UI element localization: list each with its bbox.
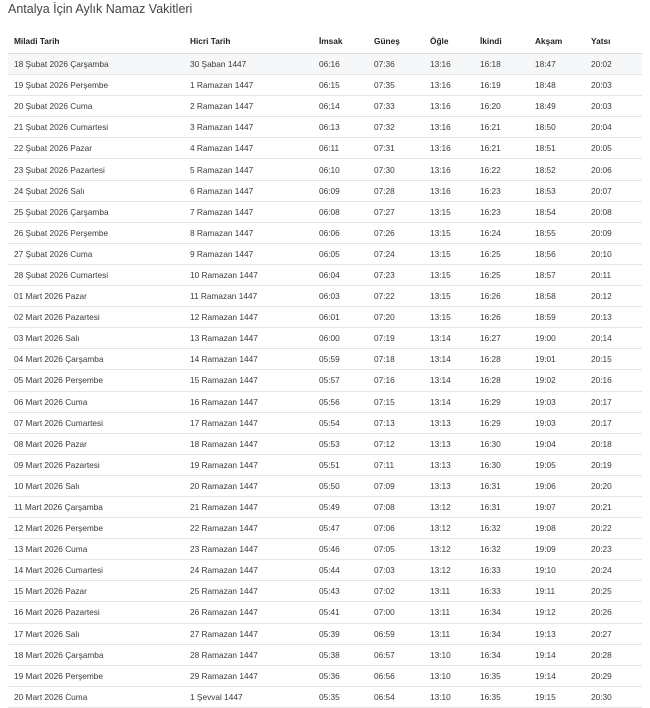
miladi-tarih-cell: 13 Mart 2026 Cuma xyxy=(8,539,184,560)
yatsi-cell: 20:21 xyxy=(585,496,642,517)
table-row xyxy=(8,644,642,665)
imsak-cell: 05:54 xyxy=(313,412,368,433)
aksam-cell: 19:08 xyxy=(529,518,585,539)
hicri-tarih-cell: 4 Ramazan 1447 xyxy=(184,138,313,159)
hicri-tarih-cell: 29 Ramazan 1447 xyxy=(184,665,313,686)
ikindi-cell: 16:27 xyxy=(474,328,529,349)
gunes-cell: 07:22 xyxy=(368,286,424,307)
ogle-cell: 13:12 xyxy=(424,560,474,581)
ogle-cell: 13:16 xyxy=(424,54,474,75)
hicri-tarih-cell: 30 Şaban 1447 xyxy=(184,54,313,75)
imsak-cell: 05:51 xyxy=(313,454,368,475)
ogle-cell: 13:16 xyxy=(424,117,474,138)
miladi-tarih-cell: 08 Mart 2026 Pazar xyxy=(8,433,184,454)
ogle-cell: 13:15 xyxy=(424,307,474,328)
header-yatsi: Yatsı xyxy=(585,29,642,54)
header-gunes: Güneş xyxy=(368,29,424,54)
miladi-tarih-cell: 05 Mart 2026 Perşembe xyxy=(8,370,184,391)
table-row xyxy=(8,665,642,686)
imsak-cell: 05:44 xyxy=(313,560,368,581)
prayer-times-table xyxy=(8,29,642,708)
ikindi-cell: 16:33 xyxy=(474,581,529,602)
ikindi-cell: 16:28 xyxy=(474,370,529,391)
ogle-cell: 13:12 xyxy=(424,539,474,560)
table-body xyxy=(8,54,642,708)
hicri-tarih-cell: 3 Ramazan 1447 xyxy=(184,117,313,138)
yatsi-cell: 20:03 xyxy=(585,96,642,117)
yatsi-cell: 20:27 xyxy=(585,623,642,644)
table-row xyxy=(8,370,642,391)
aksam-cell: 19:01 xyxy=(529,349,585,370)
gunes-cell: 07:30 xyxy=(368,159,424,180)
hicri-tarih-cell: 15 Ramazan 1447 xyxy=(184,370,313,391)
ogle-cell: 13:11 xyxy=(424,623,474,644)
gunes-cell: 07:13 xyxy=(368,412,424,433)
imsak-cell: 05:53 xyxy=(313,433,368,454)
imsak-cell: 05:41 xyxy=(313,602,368,623)
ogle-cell: 13:13 xyxy=(424,433,474,454)
hicri-tarih-cell: 8 Ramazan 1447 xyxy=(184,222,313,243)
hicri-tarih-cell: 27 Ramazan 1447 xyxy=(184,623,313,644)
gunes-cell: 07:27 xyxy=(368,201,424,222)
gunes-cell: 07:35 xyxy=(368,75,424,96)
gunes-cell: 07:26 xyxy=(368,222,424,243)
yatsi-cell: 20:11 xyxy=(585,264,642,285)
ogle-cell: 13:15 xyxy=(424,286,474,307)
miladi-tarih-cell: 24 Şubat 2026 Salı xyxy=(8,180,184,201)
table-row xyxy=(8,623,642,644)
ikindi-cell: 16:35 xyxy=(474,686,529,707)
imsak-cell: 06:13 xyxy=(313,117,368,138)
aksam-cell: 18:50 xyxy=(529,117,585,138)
hicri-tarih-cell: 19 Ramazan 1447 xyxy=(184,454,313,475)
yatsi-cell: 20:26 xyxy=(585,602,642,623)
header-ikindi: İkindi xyxy=(474,29,529,54)
ikindi-cell: 16:22 xyxy=(474,159,529,180)
miladi-tarih-cell: 19 Mart 2026 Perşembe xyxy=(8,665,184,686)
ikindi-cell: 16:28 xyxy=(474,349,529,370)
gunes-cell: 07:31 xyxy=(368,138,424,159)
imsak-cell: 05:57 xyxy=(313,370,368,391)
yatsi-cell: 20:19 xyxy=(585,454,642,475)
gunes-cell: 07:03 xyxy=(368,560,424,581)
imsak-cell: 05:43 xyxy=(313,581,368,602)
ikindi-cell: 16:35 xyxy=(474,665,529,686)
miladi-tarih-cell: 03 Mart 2026 Salı xyxy=(8,328,184,349)
hicri-tarih-cell: 17 Ramazan 1447 xyxy=(184,412,313,433)
table-row xyxy=(8,475,642,496)
aksam-cell: 19:04 xyxy=(529,433,585,454)
table-header-row xyxy=(8,29,642,54)
ogle-cell: 13:15 xyxy=(424,264,474,285)
hicri-tarih-cell: 22 Ramazan 1447 xyxy=(184,518,313,539)
miladi-tarih-cell: 17 Mart 2026 Salı xyxy=(8,623,184,644)
aksam-cell: 18:51 xyxy=(529,138,585,159)
ikindi-cell: 16:31 xyxy=(474,475,529,496)
miladi-tarih-cell: 23 Şubat 2026 Pazartesi xyxy=(8,159,184,180)
miladi-tarih-cell: 19 Şubat 2026 Perşembe xyxy=(8,75,184,96)
imsak-cell: 05:56 xyxy=(313,391,368,412)
yatsi-cell: 20:24 xyxy=(585,560,642,581)
imsak-cell: 05:50 xyxy=(313,475,368,496)
ogle-cell: 13:13 xyxy=(424,412,474,433)
gunes-cell: 07:24 xyxy=(368,243,424,264)
yatsi-cell: 20:22 xyxy=(585,518,642,539)
hicri-tarih-cell: 24 Ramazan 1447 xyxy=(184,560,313,581)
ogle-cell: 13:16 xyxy=(424,138,474,159)
ikindi-cell: 16:34 xyxy=(474,644,529,665)
imsak-cell: 06:03 xyxy=(313,286,368,307)
table-row xyxy=(8,75,642,96)
gunes-cell: 06:56 xyxy=(368,665,424,686)
ikindi-cell: 16:31 xyxy=(474,496,529,517)
aksam-cell: 18:55 xyxy=(529,222,585,243)
gunes-cell: 07:12 xyxy=(368,433,424,454)
yatsi-cell: 20:20 xyxy=(585,475,642,496)
yatsi-cell: 20:18 xyxy=(585,433,642,454)
yatsi-cell: 20:13 xyxy=(585,307,642,328)
table-row xyxy=(8,307,642,328)
aksam-cell: 18:57 xyxy=(529,264,585,285)
ogle-cell: 13:13 xyxy=(424,454,474,475)
aksam-cell: 18:54 xyxy=(529,201,585,222)
imsak-cell: 06:00 xyxy=(313,328,368,349)
hicri-tarih-cell: 2 Ramazan 1447 xyxy=(184,96,313,117)
gunes-cell: 07:16 xyxy=(368,370,424,391)
imsak-cell: 06:09 xyxy=(313,180,368,201)
table-row xyxy=(8,117,642,138)
gunes-cell: 07:19 xyxy=(368,328,424,349)
miladi-tarih-cell: 14 Mart 2026 Cumartesi xyxy=(8,560,184,581)
miladi-tarih-cell: 02 Mart 2026 Pazartesi xyxy=(8,307,184,328)
hicri-tarih-cell: 25 Ramazan 1447 xyxy=(184,581,313,602)
aksam-cell: 18:58 xyxy=(529,286,585,307)
miladi-tarih-cell: 21 Şubat 2026 Cumartesi xyxy=(8,117,184,138)
imsak-cell: 05:46 xyxy=(313,539,368,560)
imsak-cell: 05:49 xyxy=(313,496,368,517)
gunes-cell: 06:54 xyxy=(368,686,424,707)
gunes-cell: 07:11 xyxy=(368,454,424,475)
hicri-tarih-cell: 7 Ramazan 1447 xyxy=(184,201,313,222)
page-title: Antalya İçin Aylık Namaz Vakitleri xyxy=(8,2,193,16)
imsak-cell: 05:35 xyxy=(313,686,368,707)
hicri-tarih-cell: 6 Ramazan 1447 xyxy=(184,180,313,201)
yatsi-cell: 20:17 xyxy=(585,412,642,433)
ikindi-cell: 16:30 xyxy=(474,433,529,454)
table-row xyxy=(8,581,642,602)
aksam-cell: 18:47 xyxy=(529,54,585,75)
miladi-tarih-cell: 18 Mart 2026 Çarşamba xyxy=(8,644,184,665)
ogle-cell: 13:10 xyxy=(424,644,474,665)
gunes-cell: 07:05 xyxy=(368,539,424,560)
header-aksam: Akşam xyxy=(529,29,585,54)
aksam-cell: 19:13 xyxy=(529,623,585,644)
ogle-cell: 13:11 xyxy=(424,581,474,602)
aksam-cell: 19:03 xyxy=(529,412,585,433)
gunes-cell: 07:18 xyxy=(368,349,424,370)
table-row xyxy=(8,560,642,581)
gunes-cell: 07:28 xyxy=(368,180,424,201)
imsak-cell: 05:59 xyxy=(313,349,368,370)
aksam-cell: 19:11 xyxy=(529,581,585,602)
miladi-tarih-cell: 28 Şubat 2026 Cumartesi xyxy=(8,264,184,285)
yatsi-cell: 20:29 xyxy=(585,665,642,686)
ikindi-cell: 16:32 xyxy=(474,518,529,539)
ikindi-cell: 16:18 xyxy=(474,54,529,75)
yatsi-cell: 20:04 xyxy=(585,117,642,138)
ikindi-cell: 16:30 xyxy=(474,454,529,475)
miladi-tarih-cell: 20 Şubat 2026 Cuma xyxy=(8,96,184,117)
imsak-cell: 06:06 xyxy=(313,222,368,243)
aksam-cell: 19:10 xyxy=(529,560,585,581)
ikindi-cell: 16:24 xyxy=(474,222,529,243)
table-row xyxy=(8,286,642,307)
aksam-cell: 18:49 xyxy=(529,96,585,117)
gunes-cell: 07:08 xyxy=(368,496,424,517)
ikindi-cell: 16:25 xyxy=(474,243,529,264)
table-row xyxy=(8,180,642,201)
table-row xyxy=(8,159,642,180)
hicri-tarih-cell: 13 Ramazan 1447 xyxy=(184,328,313,349)
yatsi-cell: 20:09 xyxy=(585,222,642,243)
hicri-tarih-cell: 18 Ramazan 1447 xyxy=(184,433,313,454)
table-row xyxy=(8,328,642,349)
miladi-tarih-cell: 11 Mart 2026 Çarşamba xyxy=(8,496,184,517)
table-row xyxy=(8,391,642,412)
aksam-cell: 19:15 xyxy=(529,686,585,707)
ogle-cell: 13:12 xyxy=(424,518,474,539)
miladi-tarih-cell: 07 Mart 2026 Cumartesi xyxy=(8,412,184,433)
miladi-tarih-cell: 25 Şubat 2026 Çarşamba xyxy=(8,201,184,222)
imsak-cell: 05:36 xyxy=(313,665,368,686)
gunes-cell: 07:15 xyxy=(368,391,424,412)
ikindi-cell: 16:26 xyxy=(474,286,529,307)
ikindi-cell: 16:21 xyxy=(474,117,529,138)
yatsi-cell: 20:05 xyxy=(585,138,642,159)
ogle-cell: 13:15 xyxy=(424,243,474,264)
table-row xyxy=(8,496,642,517)
ogle-cell: 13:14 xyxy=(424,328,474,349)
table-row xyxy=(8,96,642,117)
ogle-cell: 13:14 xyxy=(424,391,474,412)
table-row xyxy=(8,518,642,539)
aksam-cell: 19:07 xyxy=(529,496,585,517)
ikindi-cell: 16:26 xyxy=(474,307,529,328)
ogle-cell: 13:15 xyxy=(424,201,474,222)
ogle-cell: 13:12 xyxy=(424,496,474,517)
hicri-tarih-cell: 20 Ramazan 1447 xyxy=(184,475,313,496)
hicri-tarih-cell: 1 Şevval 1447 xyxy=(184,686,313,707)
aksam-cell: 19:09 xyxy=(529,539,585,560)
miladi-tarih-cell: 06 Mart 2026 Cuma xyxy=(8,391,184,412)
header-imsak: İmsak xyxy=(313,29,368,54)
table-row xyxy=(8,222,642,243)
aksam-cell: 18:59 xyxy=(529,307,585,328)
hicri-tarih-cell: 9 Ramazan 1447 xyxy=(184,243,313,264)
miladi-tarih-cell: 16 Mart 2026 Pazartesi xyxy=(8,602,184,623)
gunes-cell: 07:02 xyxy=(368,581,424,602)
ikindi-cell: 16:34 xyxy=(474,602,529,623)
hicri-tarih-cell: 10 Ramazan 1447 xyxy=(184,264,313,285)
imsak-cell: 06:14 xyxy=(313,96,368,117)
yatsi-cell: 20:10 xyxy=(585,243,642,264)
ogle-cell: 13:16 xyxy=(424,75,474,96)
table-row xyxy=(8,686,642,707)
imsak-cell: 06:04 xyxy=(313,264,368,285)
yatsi-cell: 20:08 xyxy=(585,201,642,222)
imsak-cell: 06:15 xyxy=(313,75,368,96)
ikindi-cell: 16:23 xyxy=(474,180,529,201)
yatsi-cell: 20:15 xyxy=(585,349,642,370)
gunes-cell: 07:20 xyxy=(368,307,424,328)
hicri-tarih-cell: 12 Ramazan 1447 xyxy=(184,307,313,328)
gunes-cell: 07:33 xyxy=(368,96,424,117)
gunes-cell: 07:32 xyxy=(368,117,424,138)
imsak-cell: 05:47 xyxy=(313,518,368,539)
ikindi-cell: 16:19 xyxy=(474,75,529,96)
gunes-cell: 07:09 xyxy=(368,475,424,496)
imsak-cell: 06:11 xyxy=(313,138,368,159)
imsak-cell: 06:10 xyxy=(313,159,368,180)
miladi-tarih-cell: 18 Şubat 2026 Çarşamba xyxy=(8,54,184,75)
yatsi-cell: 20:06 xyxy=(585,159,642,180)
miladi-tarih-cell: 15 Mart 2026 Pazar xyxy=(8,581,184,602)
yatsi-cell: 20:17 xyxy=(585,391,642,412)
ikindi-cell: 16:21 xyxy=(474,138,529,159)
hicri-tarih-cell: 14 Ramazan 1447 xyxy=(184,349,313,370)
ogle-cell: 13:16 xyxy=(424,159,474,180)
yatsi-cell: 20:28 xyxy=(585,644,642,665)
table-row xyxy=(8,602,642,623)
aksam-cell: 19:12 xyxy=(529,602,585,623)
ikindi-cell: 16:23 xyxy=(474,201,529,222)
hicri-tarih-cell: 1 Ramazan 1447 xyxy=(184,75,313,96)
ikindi-cell: 16:20 xyxy=(474,96,529,117)
miladi-tarih-cell: 20 Mart 2026 Cuma xyxy=(8,686,184,707)
hicri-tarih-cell: 23 Ramazan 1447 xyxy=(184,539,313,560)
gunes-cell: 07:23 xyxy=(368,264,424,285)
yatsi-cell: 20:23 xyxy=(585,539,642,560)
yatsi-cell: 20:12 xyxy=(585,286,642,307)
miladi-tarih-cell: 09 Mart 2026 Pazartesi xyxy=(8,454,184,475)
ogle-cell: 13:14 xyxy=(424,349,474,370)
table-row xyxy=(8,264,642,285)
miladi-tarih-cell: 22 Şubat 2026 Pazar xyxy=(8,138,184,159)
yatsi-cell: 20:30 xyxy=(585,686,642,707)
hicri-tarih-cell: 5 Ramazan 1447 xyxy=(184,159,313,180)
miladi-tarih-cell: 10 Mart 2026 Salı xyxy=(8,475,184,496)
aksam-cell: 19:06 xyxy=(529,475,585,496)
miladi-tarih-cell: 27 Şubat 2026 Cuma xyxy=(8,243,184,264)
gunes-cell: 07:06 xyxy=(368,518,424,539)
miladi-tarih-cell: 26 Şubat 2026 Perşembe xyxy=(8,222,184,243)
aksam-cell: 18:53 xyxy=(529,180,585,201)
miladi-tarih-cell: 12 Mart 2026 Perşembe xyxy=(8,518,184,539)
ikindi-cell: 16:29 xyxy=(474,412,529,433)
imsak-cell: 06:08 xyxy=(313,201,368,222)
table-row xyxy=(8,539,642,560)
gunes-cell: 07:00 xyxy=(368,602,424,623)
yatsi-cell: 20:02 xyxy=(585,54,642,75)
ikindi-cell: 16:34 xyxy=(474,623,529,644)
yatsi-cell: 20:07 xyxy=(585,180,642,201)
table-row xyxy=(8,201,642,222)
header-hicri-tarih: Hicri Tarih xyxy=(184,29,313,54)
aksam-cell: 19:03 xyxy=(529,391,585,412)
table-row xyxy=(8,433,642,454)
ogle-cell: 13:10 xyxy=(424,686,474,707)
aksam-cell: 19:14 xyxy=(529,644,585,665)
ikindi-cell: 16:29 xyxy=(474,391,529,412)
ikindi-cell: 16:25 xyxy=(474,264,529,285)
aksam-cell: 18:56 xyxy=(529,243,585,264)
header-miladi-tarih: Miladi Tarih xyxy=(8,29,184,54)
aksam-cell: 19:00 xyxy=(529,328,585,349)
aksam-cell: 18:48 xyxy=(529,75,585,96)
imsak-cell: 06:16 xyxy=(313,54,368,75)
gunes-cell: 06:59 xyxy=(368,623,424,644)
yatsi-cell: 20:25 xyxy=(585,581,642,602)
hicri-tarih-cell: 16 Ramazan 1447 xyxy=(184,391,313,412)
header-ogle: Öğle xyxy=(424,29,474,54)
ogle-cell: 13:11 xyxy=(424,602,474,623)
table-row xyxy=(8,243,642,264)
table-row xyxy=(8,54,642,75)
ikindi-cell: 16:32 xyxy=(474,539,529,560)
hicri-tarih-cell: 26 Ramazan 1447 xyxy=(184,602,313,623)
hicri-tarih-cell: 11 Ramazan 1447 xyxy=(184,286,313,307)
gunes-cell: 06:57 xyxy=(368,644,424,665)
table-row xyxy=(8,349,642,370)
ogle-cell: 13:16 xyxy=(424,96,474,117)
gunes-cell: 07:36 xyxy=(368,54,424,75)
yatsi-cell: 20:14 xyxy=(585,328,642,349)
table-row xyxy=(8,454,642,475)
table-row xyxy=(8,138,642,159)
ogle-cell: 13:15 xyxy=(424,222,474,243)
table-row xyxy=(8,412,642,433)
hicri-tarih-cell: 28 Ramazan 1447 xyxy=(184,644,313,665)
ogle-cell: 13:10 xyxy=(424,665,474,686)
ogle-cell: 13:13 xyxy=(424,475,474,496)
imsak-cell: 06:05 xyxy=(313,243,368,264)
aksam-cell: 19:02 xyxy=(529,370,585,391)
prayer-times-table-container xyxy=(8,29,642,708)
hicri-tarih-cell: 21 Ramazan 1447 xyxy=(184,496,313,517)
aksam-cell: 19:05 xyxy=(529,454,585,475)
ogle-cell: 13:14 xyxy=(424,370,474,391)
imsak-cell: 05:38 xyxy=(313,644,368,665)
yatsi-cell: 20:03 xyxy=(585,75,642,96)
miladi-tarih-cell: 04 Mart 2026 Çarşamba xyxy=(8,349,184,370)
imsak-cell: 06:01 xyxy=(313,307,368,328)
ogle-cell: 13:16 xyxy=(424,180,474,201)
ikindi-cell: 16:33 xyxy=(474,560,529,581)
aksam-cell: 18:52 xyxy=(529,159,585,180)
miladi-tarih-cell: 01 Mart 2026 Pazar xyxy=(8,286,184,307)
imsak-cell: 05:39 xyxy=(313,623,368,644)
yatsi-cell: 20:16 xyxy=(585,370,642,391)
aksam-cell: 19:14 xyxy=(529,665,585,686)
